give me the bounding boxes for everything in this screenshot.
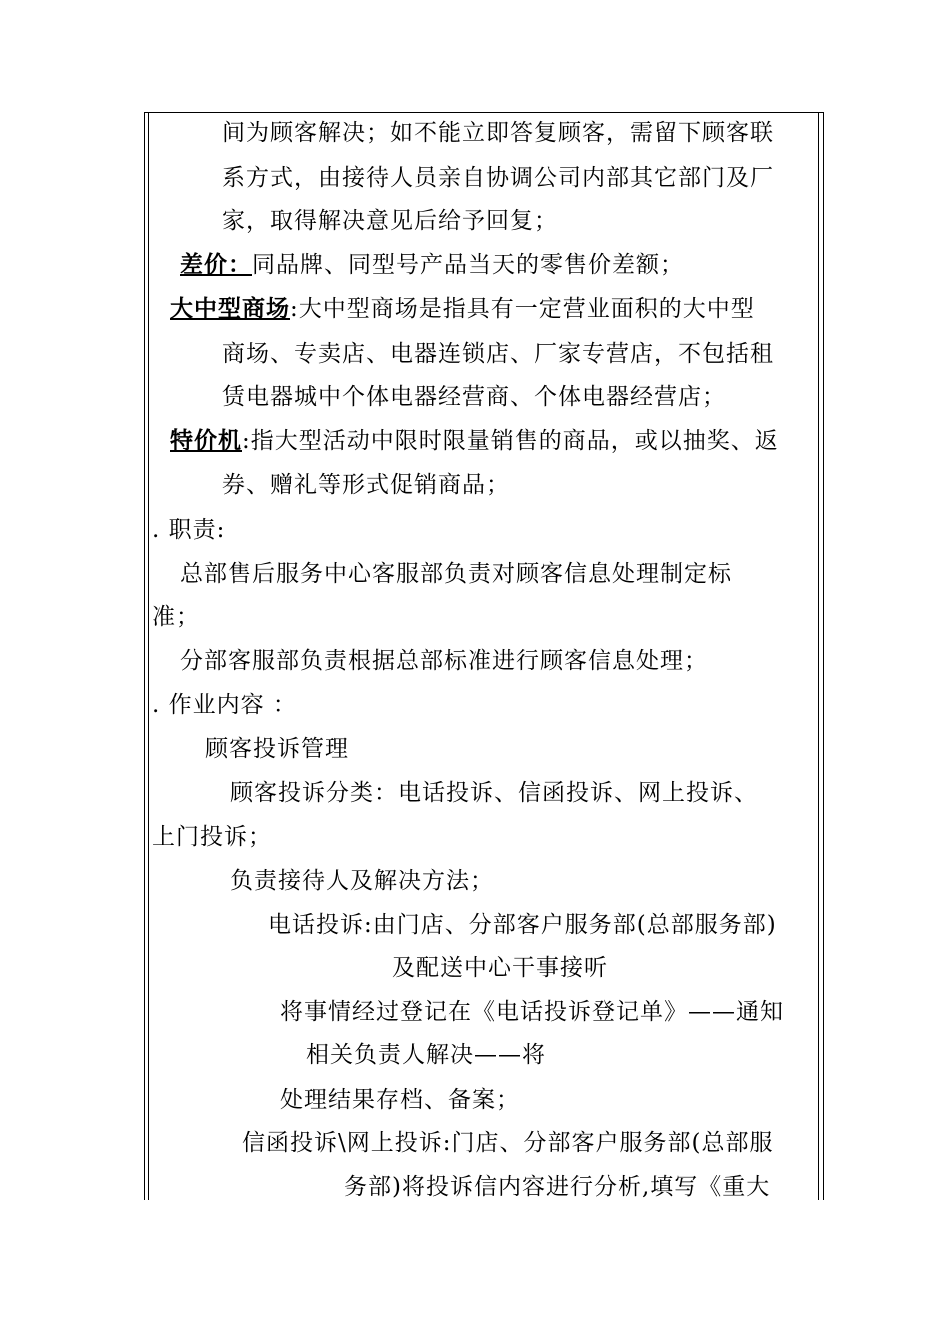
term-price-difference: 差价： [180,251,252,278]
term-large-mall: 大中型商场 [170,295,290,322]
table-left-border-inner [148,112,149,1200]
table-right-border-outer [823,112,824,1200]
text-line: 相关负责人解决——将 [306,1042,546,1068]
table-right-border-inner [818,112,819,1200]
term-special-price-item: 特价机 [170,427,242,454]
text-line: 及配送中心干事接听 [392,955,608,981]
section-heading: . 职责: [152,517,226,543]
definition-line: 差价：同品牌、同型号产品当天的零售价差额； [180,251,684,278]
text-line: 顾客投诉分类：电话投诉、信函投诉、网上投诉、 [230,780,758,806]
text-line: 分部客服部负责根据总部标准进行顾客信息处理； [180,648,708,674]
text-line: 总部售后服务中心客服部负责对顾客信息处理制定标 [180,561,732,587]
text-line: 家，取得解决意见后给予回复； [222,208,558,234]
text-line: 系方式，由接待人员亲自协调公司内部其它部门及厂 [222,165,774,191]
text-line: 负责接待人及解决方法； [230,868,494,894]
definition-line: 特价机:指大型活动中限时限量销售的商品，或以抽奖、返 [170,427,779,454]
text-line: 商场、专卖店、电器连锁店、厂家专营店，不包括租 [222,341,774,367]
text-line: 上门投诉； [152,824,272,850]
text-line: 赁电器城中个体电器经营商、个体电器经营店； [222,384,726,410]
text-line: 间为顾客解决；如不能立即答复顾客，需留下顾客联 [222,120,774,146]
subsection-heading: 顾客投诉管理 [205,736,349,762]
text-line: 券、赠礼等形式促销商品； [222,472,510,498]
definition-line: 大中型商场:大中型商场是指具有一定营业面积的大中型 [170,295,755,322]
text-line: 准； [152,604,200,630]
text-line: 信函投诉\网上投诉:门店、分部客户服务部(总部服 [242,1130,774,1156]
table-top-border [144,112,824,113]
text-line: 将事情经过登记在《电话投诉登记单》——通知 [280,999,784,1025]
text-line: 务部)将投诉信内容进行分析,填写《重大 [344,1174,771,1200]
section-heading: . 作业内容 ： [152,692,297,718]
text-line: 处理结果存档、备案； [280,1087,520,1113]
table-left-border-outer [144,112,145,1200]
text-line: 电话投诉:由门店、分部客户服务部(总部服务部) [268,912,777,938]
